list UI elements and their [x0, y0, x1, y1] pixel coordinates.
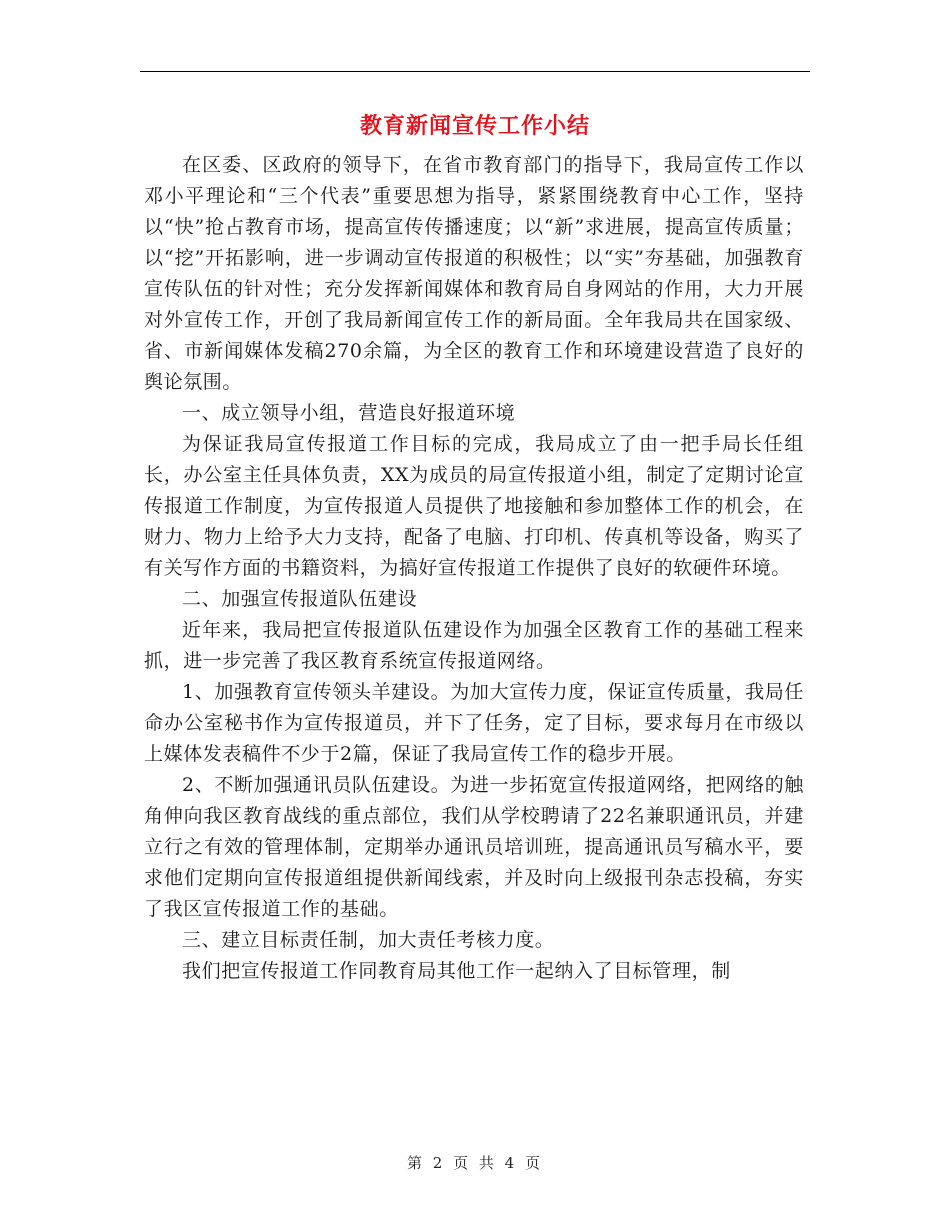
paragraph: 为保证我局宣传报道工作目标的完成，我局成立了由一把手局长任组长，办公室主任具体负责，XX为成员的局宣传报道小组，制定了定期讨论宣传报道工作制度，为宣传报道人员提供了地接触和参加整体工作的机会，在财力、物力上给予大力支持，配备了电脑、打印机、传真机等设备，购买了有关写作方面的书籍资料，为搞好宣传报道工作提供了良好的软硬件环境。	[144, 433, 804, 579]
document-title: 教育新闻宣传工作小结	[359, 113, 590, 139]
section-heading-3: 三、建立目标责任制，加大责任考核力度。	[182, 929, 555, 951]
paragraph-intro: 在区委、区政府的领导下，在省市教育部门的指导下，我局宣传工作以邓小平理论和“三个代表”重要思想为指导，紧紧围绕教育中心工作，坚持以“快”抢占教育市场，提高宣传传播速度；以“新”求进展，提高宣传质量；以“挖”开拓影响，进一步调动宣传报道的积极性；以“实”夯基础，加强教育宣传队伍的针对性；充分发挥新闻媒体和教育局自身网站的作用，大力开展对外宣传工作，开创了我局新闻宣传工作的新局面。全年我局共在国家级、省、市新闻媒体发稿270余篇，为全区的教育工作和环境建设营造了良好的舆论氛围。	[144, 154, 804, 393]
header-rule	[140, 71, 810, 72]
document-body	[144, 150, 804, 987]
page-footer: 第 2 页 共 4 页	[407, 1154, 543, 1172]
section-heading-2: 二、加强宣传报道队伍建设	[182, 588, 418, 610]
paragraph: 1、加强教育宣传领头羊建设。为加大宣传力度，保证宣传质量，我局任命办公室秘书作为宣传报道员，并下了任务，定了目标，要求每月在市级以上媒体发表稿件不少于2篇，保证了我局宣传工作的稳步开展。	[144, 681, 804, 765]
paragraph: 2、不断加强通讯员队伍建设。为进一步拓宽宣传报道网络，把网络的触角伸向我区教育战线的重点部位，我们从学校聘请了22名兼职通讯员，并建立行之有效的管理体制，定期举办通讯员培训班，提高通讯员写稿水平，要求他们定期向宣传报道组提供新闻线索，并及时向上级报刊杂志投稿，夯实了我区宣传报道工作的基础。	[144, 774, 804, 920]
section-heading-1: 一、成立领导小组，营造良好报道环境	[182, 402, 516, 424]
paragraph: 我们把宣传报道工作同教育局其他工作一起纳入了目标管理，制	[182, 960, 731, 982]
paragraph: 近年来，我局把宣传报道队伍建设作为加强全区教育工作的基础工程来抓，进一步完善了我区教育系统宣传报道网络。	[144, 619, 804, 672]
